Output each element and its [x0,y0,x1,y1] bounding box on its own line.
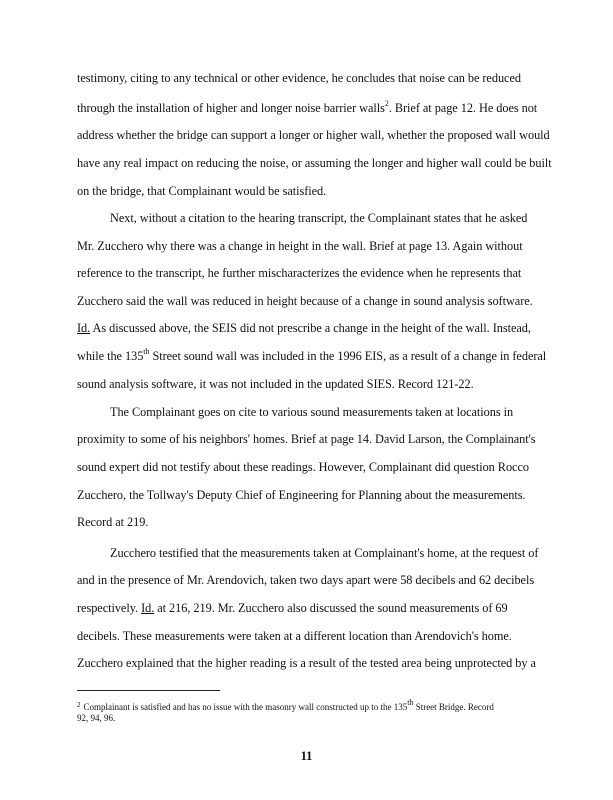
paragraph-line [77,98,538,115]
text-segment: while the 135 [77,349,144,363]
citation-id: Id. [141,601,155,615]
paragraph-line: The Complainant goes on cite to various sound measurements taken at locations in [110,405,514,419]
text-segment: Street Bridge. Record [413,702,494,712]
paragraph-line: decibels. These measurements were taken at a different location than Arendovich's home. [77,629,512,643]
paragraph-line: Next, without a citation to the hearing transcript, the Complainant states that he asked [110,211,528,225]
text-segment: Street sound wall was included in the 1996 EIS, as a result of a change in federal [149,349,547,363]
text-segment: through the installation of higher and longer noise barrier walls [77,101,385,115]
text-segment: at 216, 219. Mr. Zucchero also discussed the sound measurements of 69 [154,601,508,615]
paragraph-line [77,346,547,363]
text-segment: Complainant is satisfied and has no issue with the masonry wall constructed up to the 135 [83,702,408,712]
paragraph-line: reference to the transcript, he further mischaracterizes the evidence when he represents that [77,266,522,280]
footnote-line: 92, 94, 96. [77,713,116,723]
paragraph-line: Zucchero testified that the measurements taken at Complainant's home, at the request of [110,546,539,560]
paragraph-line: and in the presence of Mr. Arendovich, taken two days apart were 58 decibels and 62 decibels [77,573,535,587]
paragraph-line: Mr. Zucchero why there was a change in height in the wall. Brief at page 13. Again without [77,239,523,253]
paragraph-line: testimony, citing to any technical or other evidence, he concludes that noise can be reduced [77,71,521,85]
superscript: th [143,346,150,356]
footnote-line [77,698,494,714]
paragraph-line: on the bridge, that Complainant would be satisfied. [77,184,327,198]
footnote-divider [77,690,220,691]
text-segment: As discussed above, the SEIS did not prescribe a change in the height of the wall. Instead, [90,321,531,335]
citation-id: Id. [77,321,91,335]
footnote-number: 2 [77,701,81,709]
paragraph-line: address whether the bridge can support a longer or higher wall, whether the proposed wall would [77,128,550,142]
paragraph-line: sound expert did not testify about these readings. However, Complainant did question Rocco [77,460,529,474]
paragraph-line [77,601,508,615]
paragraph-line: have any real impact on reducing the noise, or assuming the longer and higher wall could be built [77,156,552,170]
footnote-reference: 2 [384,98,389,108]
paragraph-line [77,321,531,335]
paragraph-line: Zucchero, the Tollway's Deputy Chief of Engineering for Planning about the measurements. [77,488,526,502]
text-segment: . Brief at page 12. He does not [388,101,538,115]
paragraph-line: Zucchero explained that the higher reading is a result of the tested area being unprotected by a [77,656,536,670]
text-segment: respectively. [77,601,142,615]
superscript: th [407,698,414,707]
paragraph-line: Record at 219. [77,515,149,529]
paragraph-line: sound analysis software, it was not included in the updated SIES. Record 121-22. [77,377,474,391]
paragraph-line: Zucchero said the wall was reduced in height because of a change in sound analysis software. [77,294,533,308]
paragraph-line: proximity to some of his neighbors' homes. Brief at page 14. David Larson, the Complainant's [77,432,536,446]
page-number: 11 [300,749,313,763]
